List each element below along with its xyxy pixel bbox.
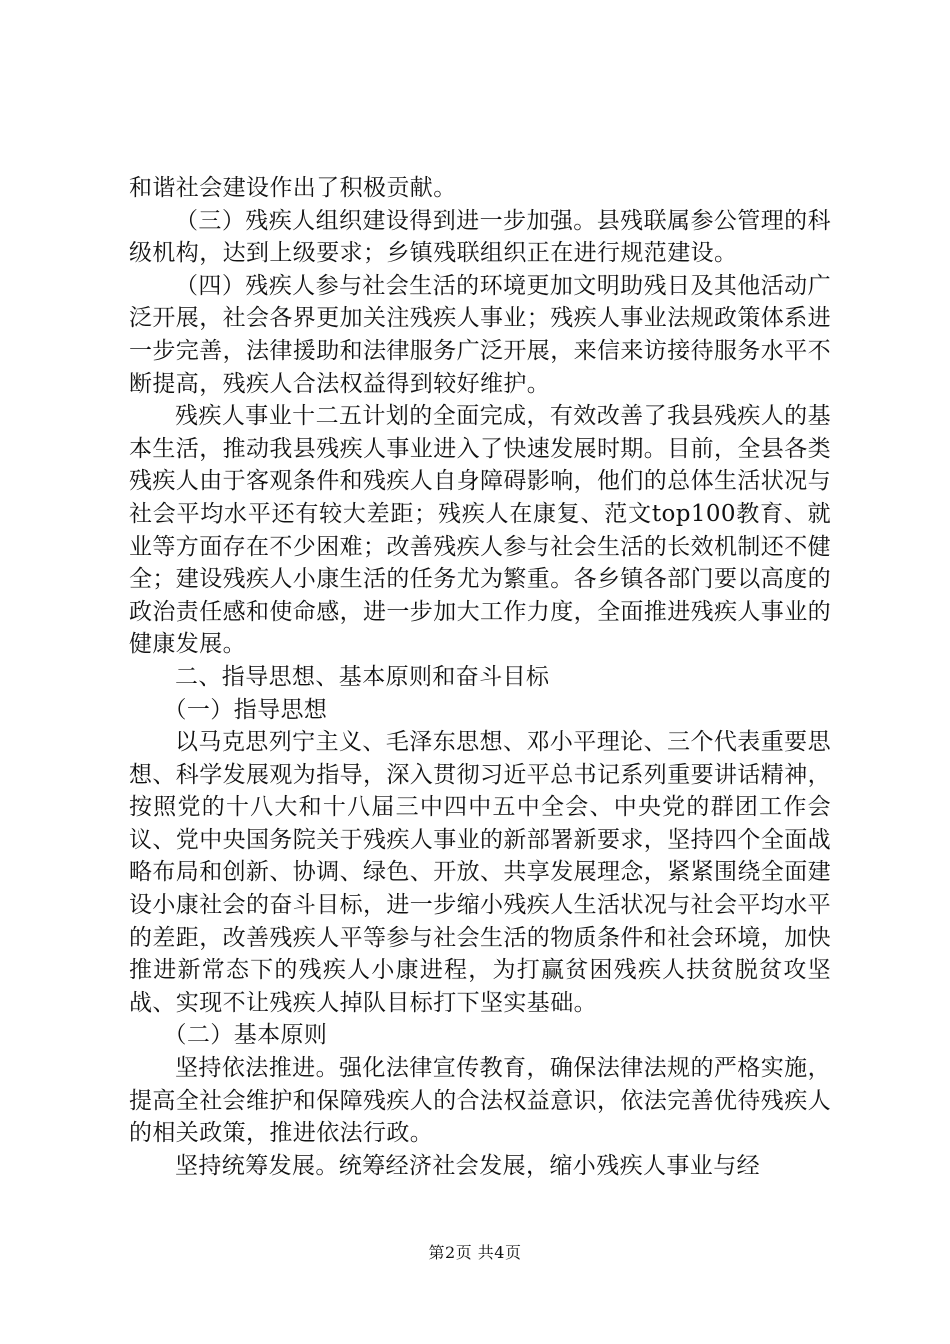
- subheading-basic-principles: （二）基本原则: [163, 1022, 328, 1049]
- subheading-guiding-ideology: （一）指导思想: [163, 696, 328, 723]
- document-body: [129, 172, 831, 1182]
- section-heading-guiding-principles: 二、指导思想、基本原则和奋斗目标: [175, 663, 550, 690]
- paragraph-continuation: 和谐社会建设作出了积极贡献。: [129, 175, 457, 201]
- paragraph-rule-of-law: 坚持依法推进。强化法律宣传教育，确保法律法规的严格实施，提高全社会维护和保障残疾人的合法权益意识，依法完善优待残疾人的相关政策，推进依法行政。: [129, 1055, 831, 1147]
- page-footer: 第2页 共4页: [428, 1243, 522, 1262]
- paragraph-social-environment: （四）残疾人参与社会生活的环境更加文明助残日及其他活动广泛开展，社会各界更加关注残疾人事业；残疾人事业法规政策体系进一步完善，法律援助和法律服务广泛开展，来信来访接待服务水平不断提高，残疾人合法权益得到较好维护。: [129, 272, 831, 397]
- paragraph-guiding-ideology: 以马克思列宁主义、毛泽东思想、邓小平理论、三个代表重要思想、科学发展观为指导，深入贯彻习近平总书记系列重要讲话精神，按照党的十八大和十八届三中四中五中全会、中央党的群团工作会议、党中央国务院关于残疾人事业的新部署新要求，坚持四个全面战略布局和创新、协调、绿色、开放、共享发展理念，紧紧围绕全面建设小康社会的奋斗目标，进一步缩小残疾人生活状况与社会平均水平的差距，改善残疾人平等参与社会生活的物质条件和社会环境，加快推进新常态下的残疾人小康进程，为打赢贫困残疾人扶贫脱贫攻坚战、实现不让残疾人掉队目标打下坚实基础。: [129, 729, 831, 1016]
- paragraph-coordinated-development: 坚持统筹发展。统筹经济社会发展，缩小残疾人事业与经: [175, 1152, 760, 1179]
- paragraph-organization-building: （三）残疾人组织建设得到进一步加强。县残联属参公管理的科级机构，达到上级要求；乡镇残联组织正在进行规范建设。: [129, 207, 831, 267]
- paragraph-summary: 残疾人事业十二五计划的全面完成，有效改善了我县残疾人的基本生活，推动我县残疾人事业进入了快速发展时期。目前，全县各类残疾人由于客观条件和残疾人自身障碍影响，他们的总体生活状况与社会平均水平还有较大差距；残疾人在康复、范文top100教育、就业等方面存在不少困难；改善残疾人参与社会生活的长效机制还不健全；建设残疾人小康生活的任务尤为繁重。各乡镇各部门要以高度的政治责任感和使命感，进一步加大工作力度，全面推进残疾人事业的健康发展。: [129, 403, 831, 658]
